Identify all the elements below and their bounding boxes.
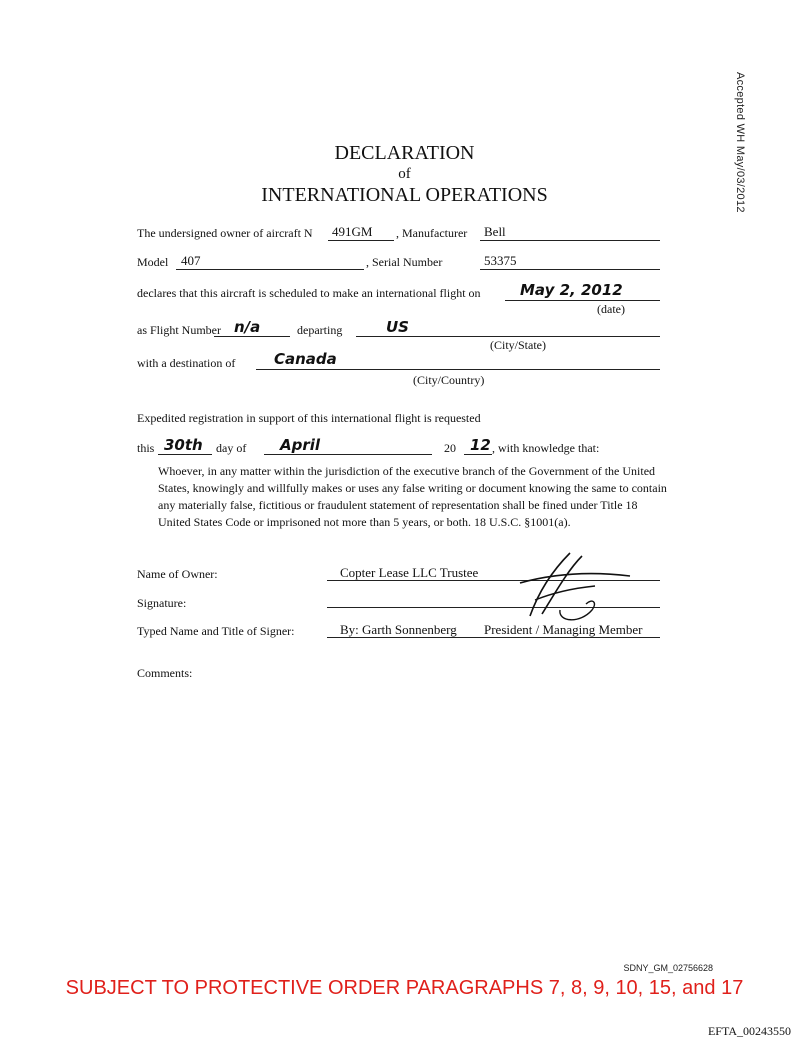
this-label: this <box>137 441 155 455</box>
manufacturer-label: , Manufacturer <box>396 226 468 240</box>
model-value: 407 <box>181 253 201 268</box>
owner-of-aircraft-label: The undersigned owner of aircraft N <box>137 226 313 240</box>
destination-line <box>256 369 660 370</box>
flight-number-label: as Flight Number <box>137 323 221 337</box>
n-number-value: 491GM <box>332 224 373 239</box>
month-line <box>264 454 432 455</box>
efta-id: EFTA_00243550 <box>707 1024 791 1038</box>
acceptance-stamp-text: Accepted WH May/03/2012 <box>734 72 746 213</box>
destination-caption: (City/Country) <box>413 373 485 387</box>
name-of-owner-label: Name of Owner: <box>137 567 218 581</box>
title-declaration: DECLARATION <box>334 142 475 164</box>
signer-title-value: President / Managing Member <box>484 622 643 637</box>
date-caption: (date) <box>597 302 625 316</box>
serial-number-value: 53375 <box>484 253 517 268</box>
day-of-label: day of <box>216 441 247 455</box>
expedited-request-text: Expedited registration in support of this international flight is requested <box>137 411 481 425</box>
departing-caption: (City/State) <box>490 338 546 352</box>
departing-value: US <box>386 318 409 336</box>
departing-line <box>356 336 660 337</box>
title-international-operations: INTERNATIONAL OPERATIONS <box>261 184 548 206</box>
title-of: of <box>398 166 411 182</box>
bates-document-id: SDNY_GM_02756628 <box>623 963 713 973</box>
model-label: Model <box>137 255 169 269</box>
knowledge-label: , with knowledge that: <box>492 441 600 455</box>
flight-date-value: May 2, 2012 <box>520 281 623 299</box>
year-suffix-value: 12 <box>470 436 491 454</box>
flight-number-line <box>214 336 290 337</box>
n-number-line <box>328 240 394 241</box>
year-line <box>464 454 492 455</box>
handwritten-signature <box>500 548 640 623</box>
protective-order-notice: SUBJECT TO PROTECTIVE ORDER PARAGRAPHS 7, 8, 9, 10, 15, and 17 <box>65 977 744 999</box>
destination-value: Canada <box>274 350 337 368</box>
flight-date-line <box>505 300 660 301</box>
day-value: 30th <box>164 436 203 454</box>
month-value: April <box>280 436 321 454</box>
owner-name-value: Copter Lease LLC Trustee <box>340 565 479 580</box>
serial-number-line <box>480 269 660 270</box>
false-statement-warning <box>158 463 670 531</box>
comments-label: Comments: <box>137 666 193 680</box>
serial-number-label: , Serial Number <box>366 255 443 269</box>
signer-line <box>327 637 660 638</box>
declares-label: declares that this aircraft is scheduled to make an international flight on <box>137 286 481 300</box>
signer-name-value: By: Garth Sonnenberg <box>340 622 457 637</box>
destination-label: with a destination of <box>137 356 236 370</box>
day-line <box>158 454 212 455</box>
flight-number-value: n/a <box>234 318 261 336</box>
manufacturer-value: Bell <box>484 224 506 239</box>
departing-label: departing <box>297 323 343 337</box>
year-prefix: 20 <box>444 441 456 455</box>
model-line <box>176 269 364 270</box>
warning-text: Whoever, in any matter within the jurisdiction of the executive branch of the Government of the United States, knowingly and willfully makes or uses any false writing or document knowing the same to contain any materially false, fictitious or fraudulent statement of representation shall be fined under Title 18 United States Code or imprisoned not more than 5 years, or both. 18 U.S.C. §1001(a). <box>158 464 667 529</box>
signature-label: Signature: <box>137 596 187 610</box>
manufacturer-line <box>480 240 660 241</box>
typed-name-title-label: Typed Name and Title of Signer: <box>137 624 295 638</box>
